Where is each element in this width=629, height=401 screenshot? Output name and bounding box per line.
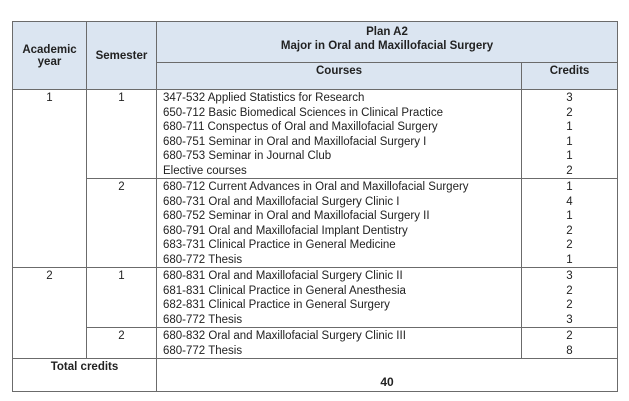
plan-subtitle: Major in Oral and Maxillofacial Surgery: [280, 40, 494, 52]
semester-header-label: Semester: [95, 49, 148, 62]
course-item: 682-831 Clinical Practice in General Surgery: [163, 299, 390, 311]
course-item: Elective courses: [163, 164, 247, 177]
course-item: 680-772 Thesis: [163, 313, 243, 326]
table-row: [13, 90, 618, 179]
credits-cell: [522, 268, 618, 328]
course-item: 680-772 Thesis: [163, 253, 243, 266]
course-item: 681-831 Clinical Practice in General Anesthesia: [163, 284, 406, 297]
total-row: [13, 359, 618, 392]
credit-item: 3: [566, 92, 573, 104]
semester-cell: 1: [87, 90, 157, 179]
course-item: 680-753 Seminar in Journal Club: [163, 150, 332, 162]
plan-table-container: [12, 21, 617, 392]
course-item: 680-712 Current Advances in Oral and Maxillofacial Surgery: [163, 181, 469, 193]
semester-header: [87, 22, 157, 90]
credit-item: 3: [566, 313, 573, 326]
course-list: [157, 268, 521, 327]
credit-list: [522, 179, 617, 267]
course-item: 680-731 Oral and Maxillofacial Surgery Clinic I: [163, 195, 400, 208]
credit-item: 2: [566, 106, 573, 119]
academic-year-header: [13, 22, 87, 90]
credit-item: 2: [566, 284, 573, 297]
courses-cell: [157, 268, 522, 328]
credit-item: 1: [566, 121, 573, 133]
course-item: 680-791 Oral and Maxillofacial Implant Dentistry: [163, 224, 408, 237]
semester-cell: 2: [87, 179, 157, 268]
credit-item: 1: [566, 181, 573, 193]
course-item: 680-831 Oral and Maxillofacial Surgery Clinic II: [163, 270, 403, 282]
academic-year-header-label: Academic year: [22, 43, 77, 68]
courses-cell: [157, 328, 522, 359]
semester-cell: 1: [87, 268, 157, 328]
courses-header: [157, 63, 522, 90]
credit-item: 1: [566, 150, 573, 162]
course-item: 680-832 Oral and Maxillofacial Surgery Clinic III: [163, 330, 406, 342]
study-plan-table: [12, 21, 618, 392]
course-list: [157, 328, 521, 358]
course-item: 683-731 Clinical Practice in General Medicine: [163, 239, 396, 251]
course-list: [157, 179, 521, 267]
credits-header: [522, 63, 618, 90]
courses-cell: [157, 90, 522, 179]
total-credits-value: 40: [157, 359, 618, 392]
plan-title: Plan A2: [366, 26, 408, 38]
credit-item: 8: [566, 344, 573, 357]
courses-cell: [157, 179, 522, 268]
credits-cell: [522, 90, 618, 179]
plan-title-header: [157, 22, 618, 63]
courses-header-label: Courses: [315, 65, 363, 77]
credit-item: 2: [566, 164, 573, 177]
table-row: [13, 179, 618, 268]
credits-cell: [522, 179, 618, 268]
credit-item: 2: [566, 299, 573, 311]
credit-list: [522, 328, 617, 358]
credit-list: [522, 268, 617, 327]
credit-item: 1: [566, 210, 573, 222]
total-credits-label: Total credits: [13, 359, 157, 392]
course-list: [157, 90, 521, 178]
semester-cell: 2: [87, 328, 157, 359]
credit-item: 4: [566, 195, 573, 208]
table-row: [13, 268, 618, 328]
table-row: [13, 328, 618, 359]
course-item: 650-712 Basic Biomedical Sciences in Clinical Practice: [163, 106, 443, 119]
course-item: 680-751 Seminar in Oral and Maxillofacial Surgery I: [163, 135, 427, 148]
course-item: 347-532 Applied Statistics for Research: [163, 92, 365, 104]
credit-item: 2: [566, 239, 573, 251]
course-item: 680-772 Thesis: [163, 344, 243, 357]
credit-list: [522, 90, 617, 178]
year-cell: 2: [13, 268, 87, 359]
credits-cell: [522, 328, 618, 359]
credits-header-label: Credits: [549, 65, 590, 77]
course-item: 680-752 Seminar in Oral and Maxillofacial Surgery II: [163, 210, 430, 222]
year-cell: 1: [13, 90, 87, 268]
credit-item: 2: [566, 224, 573, 237]
credit-item: 3: [566, 270, 573, 282]
credit-item: 1: [566, 253, 573, 266]
credit-item: 1: [566, 135, 573, 148]
course-item: 680-711 Conspectus of Oral and Maxillofacial Surgery: [163, 121, 438, 133]
credit-item: 2: [566, 330, 573, 342]
